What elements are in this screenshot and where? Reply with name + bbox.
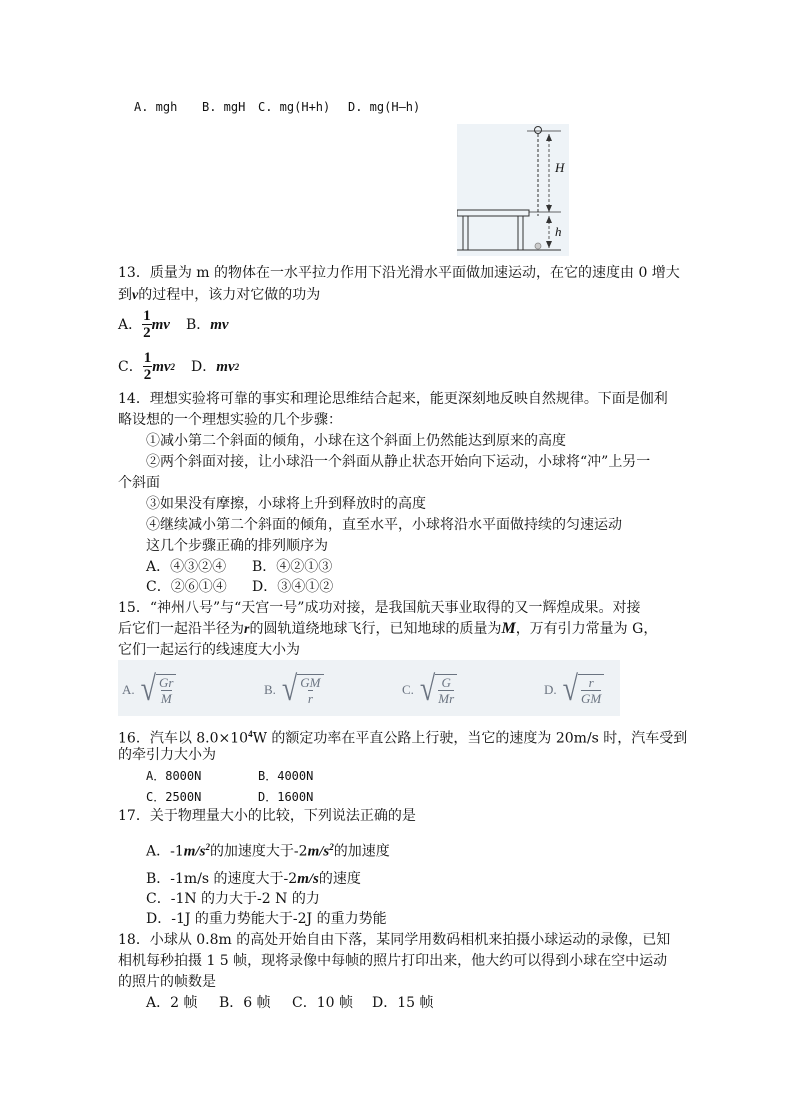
q17-option-b: B．-1m/s 的速度大于-2m/s的速度	[146, 871, 361, 887]
q14-step-2: ②两个斜面对接，让小球沿一个斜面从静止状态开始向下运动，小球将“冲”上另一	[146, 454, 651, 470]
q14-option-a: A．④③②④	[146, 559, 227, 575]
q14-line1: 14．理想实验将可靠的事实和理论思维结合起来，能更深刻地反映自然规律。下面是伽利	[118, 391, 668, 407]
q13-b-label: B．	[185, 316, 211, 333]
q13-c-fraction: $\frac{1}{2}$	[143, 350, 152, 383]
q15-option-c: C. √ G Mr	[402, 674, 457, 706]
q14-step-1: ①减小第二个斜面的倾角，小球在这个斜面上仍然能达到原来的高度	[146, 433, 566, 449]
q14-line2: 略设想的一个理想实验的几个步骤：	[118, 412, 342, 428]
q13-c-label: C．	[118, 358, 143, 375]
q18-line3: 的照片的帧数是	[118, 974, 216, 990]
label-h: h	[555, 224, 562, 239]
q13-line1: 13．质量为 m 的物体在一水平拉力作用下沿光滑水平面做加速运动，在它的速度由 0 增大	[118, 265, 680, 281]
table-height-diagram	[457, 124, 569, 256]
q13-line2: 到v的过程中，该力对它做的功为	[118, 287, 321, 303]
q12-option-d: D. mg(H—h)	[348, 100, 421, 114]
q15-options-image	[118, 660, 620, 716]
q15-line1: 15．“神州八号”与“天宫一号”成功对接，是我国航天事业取得的又一辉煌成果。对接	[118, 600, 641, 616]
q13-d-label: D．	[191, 358, 217, 375]
q16-line2: 的牵引力大小为	[118, 747, 216, 763]
q15-option-d: D. √ r GM	[544, 674, 604, 706]
q14-step-4: ④继续减小第二个斜面的倾角，直至水平，小球将沿水平面做持续的匀速运动	[146, 517, 622, 533]
q17-line1: 17．关于物理量大小的比较，下列说法正确的是	[118, 808, 416, 824]
q14-step-3: ③如果没有摩擦，小球将上升到释放时的高度	[146, 496, 426, 512]
q14-step-2-cont: 个斜面	[118, 475, 160, 491]
q13-a-label: A．	[118, 316, 143, 333]
q15-option-a: A. √ Gr M	[122, 674, 176, 706]
q12-option-c: C. mg(H+h)	[258, 100, 331, 114]
q16-option-b: B．4000N	[258, 769, 314, 783]
q17-option-d: D．-1J 的重力势能大于-2J 的重力势能	[146, 911, 387, 927]
q17-option-a: A．$-1m/s^2$的加速度大于$-2m/s^2$的加速度	[146, 842, 390, 860]
q12-figure	[457, 124, 569, 256]
q14-option-b: B．④②①③	[252, 559, 333, 575]
q18-option-c: C．10 帧	[292, 995, 353, 1011]
q18-line2: 相机每秒拍摄 1 5 帧，现将录像中每帧的照片打印出来，他大约可以得到小球在空中运动	[118, 953, 668, 969]
q13-a-fraction: $\frac{1}{2}$	[143, 308, 151, 341]
q18-option-a: A．2 帧	[146, 995, 198, 1011]
q15-option-b: B. √ GM r	[264, 674, 324, 706]
q15-line3: 它们一起运行的线速度大小为	[118, 642, 300, 658]
q12-option-b: B. mgH	[202, 100, 246, 114]
q16-option-d: D．1600N	[258, 790, 314, 804]
q16-option-c: C．2500N	[146, 790, 202, 804]
q18-option-b: B．6 帧	[219, 995, 271, 1011]
q12-option-a: A. mgh	[134, 100, 178, 114]
q14-option-d: D．③④①②	[252, 579, 334, 595]
q16-line1: 16．汽车以 $8.0\times 10^4W$ 的额定功率在平直公路上行驶，当它的速度为 20m/s 时，汽车受到	[118, 729, 688, 747]
q17-option-c: C．-1N 的力大于-2 N 的力	[146, 891, 320, 907]
label-H: H	[555, 160, 565, 175]
q18-option-d: D．15 帧	[372, 995, 434, 1011]
q13-options-ab: A． $\frac{1}{2}$ mv B． mv	[118, 308, 229, 341]
q16-option-a: A．8000N	[146, 769, 202, 783]
q18-line1: 18．小球从 0.8m 的高处开始自由下落，某同学用数码相机来拍摄小球运动的录像，已知	[118, 932, 671, 948]
q13-options-cd: C． $\frac{1}{2}$ mv 2 D． mv 2	[118, 350, 240, 383]
q14-option-c: C．②⑥①④	[146, 579, 227, 595]
q15-line2: 后它们一起沿半径为r的圆轨道绕地球飞行，已知地球的质量为M，万有引力常量为 G，	[118, 620, 658, 637]
q14-ask: 这几个步骤正确的排列顺序为	[146, 538, 328, 554]
